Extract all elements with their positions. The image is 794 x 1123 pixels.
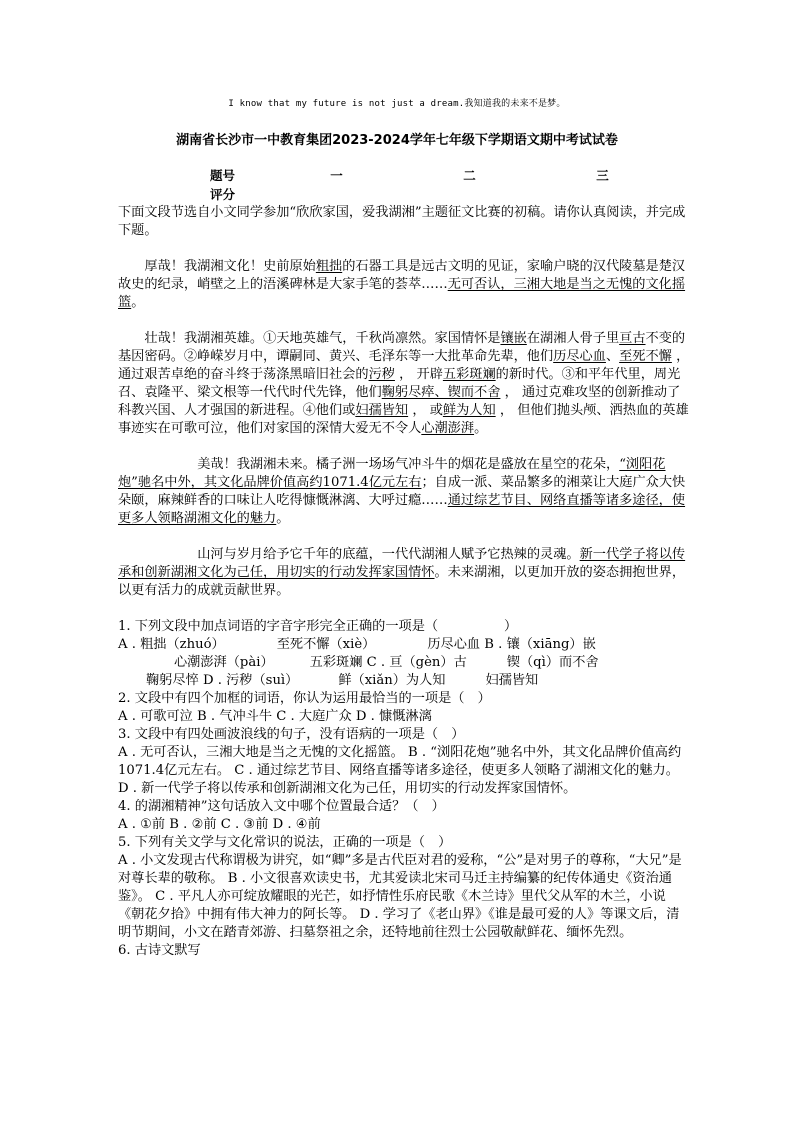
question-3-stem: 3. 文段中有四处画波浪线的句子，没有语病的一项是（ ） (118, 727, 465, 742)
text-run: ；自成一派、菜品繁多的湘菜让大庭广众大快朵颐，麻辣鲜香的口味让人吃得慷慨淋漓、大呼过瘾…… (118, 475, 686, 508)
option-text: 妇孺皆知 (485, 673, 539, 688)
score-header: 评分 (210, 187, 236, 202)
passage-paragraph-2 (118, 330, 692, 438)
option-label: C . (366, 655, 390, 670)
text-run: ， 开辟 (394, 367, 443, 382)
wavy-sentence-c: 通过综艺节目、网络直播等诸多途径，使更多人领略湖湘文化的魅力 (118, 493, 686, 526)
option-text: 鲜（xiǎn）为人知 (338, 673, 446, 688)
text-run: ， 通过克难攻坚的创新推动了科教兴国、人才强国的新进程。④他们或 (118, 385, 681, 418)
passage-paragraph-1 (118, 258, 692, 312)
question-4-options: A . ①前 B . ②前 C . ③前 D . ④前 (118, 817, 321, 832)
text-run: 。 (276, 511, 290, 526)
score-row-score (210, 185, 670, 204)
text-run: 的石器工具是远古文明的见证，家喻户晓的汉代陵墓是楚汉故史的纪录，峭壁之上的浯溪碑林是大家手笔的荟萃…… (118, 259, 686, 292)
marked-word: 妇孺皆知 (355, 403, 409, 418)
marked-word: 心潮澎湃 (421, 421, 475, 436)
text-run: 。未来湖湘，以更加开放的姿态拥抱世界，以更有活力的成就贡献世界。 (118, 565, 686, 598)
marked-word: 鞠躬尽瘁、锲而不舍 (381, 385, 501, 400)
marked-word: 至死不懈 (619, 349, 672, 364)
question-1 (118, 618, 692, 690)
question-1-stem: 1. 下列文段中加点词语的字音字形完全正确的一项是（ ） (118, 619, 518, 634)
option-text: 至死不懈（xiè） (276, 637, 376, 652)
score-table (210, 166, 670, 204)
marked-word: 五彩斑斓 (442, 367, 496, 382)
text-run: 不变的基因密码。②峥嵘岁月中，谭嗣同、黄兴、毛泽东等一大批革命先辈，他们 (118, 331, 686, 364)
option-text: 鞠躬尽悴 (146, 673, 199, 688)
question-6 (118, 942, 692, 960)
option-text: 镶（xiāng）嵌 (506, 637, 596, 652)
option-text: 污秽（suì） (226, 673, 299, 688)
exam-content (118, 204, 692, 960)
marked-word: 镶嵌 (500, 331, 527, 346)
marked-word: 粗拙 (315, 259, 343, 274)
question-number-header: 题号 (210, 168, 236, 183)
wavy-sentence-a: 无可否认，三湘大地是当之无愧的文化摇篮 (118, 277, 686, 310)
marked-word: 污秽 (368, 367, 395, 382)
text-run: 、 (605, 349, 620, 364)
marked-word: 鲜为人知 (442, 403, 496, 418)
question-2 (118, 690, 692, 726)
question-5 (118, 834, 692, 942)
text-run: 。 (474, 421, 488, 436)
text-run: 美哉！我湖湘未来。橘子洲一场场气冲斗牛的烟花是盛放在星空的花朵， (197, 457, 620, 472)
text-run: ， 通过艰苦卓绝的奋斗终于荡涤黑暗旧社会的 (118, 349, 690, 382)
option-label: D . (202, 673, 227, 688)
header-motto: I know that my future is not just a dream.我知道我的未来不是梦。 (228, 99, 566, 109)
score-row-question-number (210, 166, 670, 185)
text-run: 厚哉！我湖湘文化！史前原始 (144, 259, 316, 274)
question-4-stem: 4. 的湖湘精神”这句话放入文中哪个位置最合适？（ ） (118, 799, 445, 814)
option-label: B . (484, 637, 507, 652)
question-1-options-line-3 (118, 672, 692, 690)
text-run: 山河与岁月给予它千年的底蕴，一代代湖湘人赋予它热辣的灵魂。 (197, 547, 580, 562)
score-col-1: 一 (330, 168, 343, 183)
option-text: 历尽心血 (427, 637, 481, 652)
question-1-options-line-2 (118, 654, 692, 672)
score-col-2: 二 (463, 168, 476, 183)
text-run: 。 (131, 295, 145, 310)
wavy-sentence-b: “浏阳花炮”驰名中外，其文化品牌价值高约1071.4亿元左右 (118, 457, 666, 490)
option-text: 五彩斑斓 (309, 655, 363, 670)
question-3-options: A . 无可否认，三湘大地是当之无愧的文化摇篮。 B . “浏阳花炮”驰名中外，其文化品牌价值高约1071.4亿元左右。 C . 通过综艺节目、网络直播等诸多途径，使更多人领略了湖湘文化的魅力。 D . 新一代学子将以传承和创新湖湘文化为己任，用切实的行动发挥家国情怀。 (118, 745, 682, 796)
exam-title: 湖南省长沙市一中教育集团2023-2024学年七年级下学期语文期中考试试卷 (176, 133, 618, 148)
question-5-stem: 5. 下列有关文学与文化常识的说法，正确的一项是（ ） (118, 835, 452, 850)
question-3 (118, 726, 692, 798)
wavy-sentence-d: 新一代学子将以传承和创新湖湘文化为己任，用切实的行动发挥家国情怀 (118, 547, 686, 580)
option-text: 锲（qì）而不舍 (506, 655, 599, 670)
text-run: ， 但他们抛头颅、洒热血的英雄事迹实在可歌可泣，他们对家国的深情大爱无不令人 (118, 403, 689, 436)
question-2-stem: 2. 文段中有四个加框的词语，你认为运用最恰当的一项是（ ） (118, 691, 491, 706)
question-4 (118, 798, 692, 834)
text-run: ， 或 (408, 403, 443, 418)
question-2-options: A . 可歌可泣 B . 气冲斗牛 C . 大庭广众 D . 慷慨淋漓 (118, 709, 432, 724)
passage-paragraph-4 (118, 546, 692, 600)
option-text: 亘（gèn）古 (389, 655, 467, 670)
text-run: 壮哉！我湖湘英雄。①天地英雄气，千秋尚凛然。家国情怀是 (144, 331, 501, 346)
score-col-3: 三 (596, 168, 609, 183)
question-1-options-line-1 (118, 636, 692, 654)
intro-text: 下面文段节选自小文同学参加“欣欣家国，爱我湖湘”主题征文比赛的初稿。请你认真阅读，并完成下题。 (118, 205, 686, 238)
question-5-options: A . 小文发现古代称谓极为讲究，如“卿”多是古代臣对君的爱称，“公”是对男子的尊称，“大兄”是对尊长辈的敬称。 B . 小文很喜欢读史书，尤其爱读北宋司马迁主持编纂的纪传体通史《资治通鉴》。 C . 平凡人亦可绽放耀眼的光芒，如抒情性乐府民歌《木兰诗》里代父从军的木兰，小说《朝花夕拾》中拥有伟大神力的阿长等。 D . 学习了《老山界》《谁是最可爱的人》等课文后，清明节期间，小文在踏青郊游、扫墓祭祖之余，还特地前往烈士公园敬献鲜花、缅怀先烈。 (118, 853, 682, 940)
marked-word: 历尽心血 (553, 349, 606, 364)
passage-paragraph-3 (118, 456, 692, 528)
marked-word: 亘古 (619, 331, 646, 346)
question-6-stem: 6. 古诗文默写 (118, 943, 201, 958)
option-text: A . 粗拙（zhuó） (118, 637, 225, 652)
text-run: 在湖湘人骨子里 (526, 331, 620, 346)
option-text: 心潮澎湃（pài） (174, 655, 274, 670)
text-run: 的新时代。③和平年代里，周光召、袁隆平、梁文根等一代代时代先锋，他们 (118, 367, 681, 400)
